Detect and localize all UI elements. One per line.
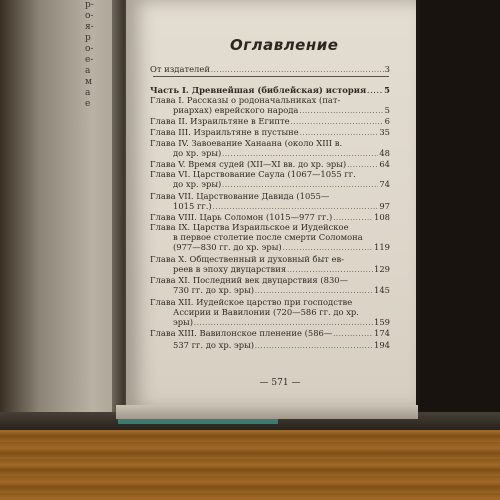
dot-leader (211, 64, 384, 76)
toc-entry (150, 169, 390, 191)
toc-entry-title: Глава XII. Иудейское царство при господстве (150, 296, 353, 307)
toc-entry (150, 95, 390, 117)
left-page-fragment-line: о- (85, 44, 94, 54)
toc-page-number: 35 (379, 127, 390, 137)
section-rule (153, 76, 389, 77)
toc-page-number: 64 (379, 158, 390, 169)
wooden-table (0, 425, 500, 500)
book-cover-edge (420, 0, 500, 425)
toc-entry-title: Глава V. Время судей (XII—XI вв. до хр. эры) (150, 158, 347, 169)
toc-page-number: 129 (374, 264, 390, 275)
page-bottom-edge (116, 405, 418, 419)
toc-entry-continuation: риархах) еврейского народа (173, 105, 299, 116)
toc-page-number: 159 (374, 316, 390, 327)
toc-page-number: 74 (379, 179, 390, 190)
toc-page-number: 108 (374, 211, 390, 222)
dot-leader (194, 317, 373, 329)
toc-page-number: 97 (379, 200, 390, 211)
left-page-fragment-line: а (85, 66, 91, 76)
toc-entry (150, 138, 390, 160)
toc-entry-continuation: в первое столетие после смерти Соломона (173, 232, 363, 243)
dot-leader (283, 242, 373, 254)
toc-entry-title: Глава XI. Последний век двуцарствия (830— (150, 275, 349, 286)
toc-entry-title: Глава X. Общественный и духовный быт ев- (150, 254, 345, 265)
toc-entry-title: Часть I. Древнейшая (библейская) история (150, 84, 367, 95)
toc-entry-title: Глава VI. Царствование Саула (1067—1055 гг. (150, 169, 356, 180)
toc-entry-title: Глава VIII. Царь Соломон (1015—977 гг.) (150, 211, 333, 222)
toc-heading: Оглавление (230, 36, 339, 54)
toc-entry-continuation: до хр. эры) (173, 147, 222, 158)
left-page-fragment-line: р (85, 33, 91, 43)
toc-page-number: 5 (384, 105, 390, 116)
dot-leader (255, 340, 373, 352)
toc-entry-continuation: 1015 гг.) (173, 200, 212, 211)
toc-entry-title: Глава III. Израильтяне в пустыне (150, 127, 299, 137)
toc-entry (150, 64, 390, 76)
dot-leader (333, 328, 373, 340)
toc-entry-continuation: эры) (173, 316, 193, 327)
toc-entry-title: Глава VII. Царствование Давида (1055— (150, 190, 330, 201)
toc-page-number: 5 (384, 84, 390, 95)
dot-leader (222, 148, 378, 160)
toc-page-number: 119 (374, 242, 390, 253)
toc-entry-title: От издателей (150, 64, 210, 74)
left-page-fragment-line: е (85, 99, 91, 109)
left-page-fragment-line: е- (85, 55, 94, 65)
dot-leader (222, 179, 378, 191)
toc-entry-continuation: 730 гг. до хр. эры) (173, 285, 255, 296)
toc-entry-title: Глава IV. Завоевание Ханаана (около XIII в. (150, 137, 343, 148)
toc-entry (150, 297, 390, 329)
toc-entry-title: Глава XIII. Вавилонское пленение (586— (150, 328, 333, 339)
page-number: — 571 — (259, 378, 301, 388)
toc-page-number: 3 (384, 64, 390, 74)
left-page-fragment-line: я- (85, 22, 94, 32)
left-page-fragment-line: о- (85, 11, 94, 21)
dot-leader (255, 285, 373, 297)
toc-page-number: 6 (384, 116, 390, 127)
toc-entry-title: Глава II. Израильтяне в Египте (150, 116, 290, 127)
toc-entry-continuation: реев в эпоху двуцарствия (173, 264, 287, 275)
dot-leader (213, 201, 379, 213)
toc-page-number: 145 (374, 285, 390, 296)
dot-leader (287, 264, 373, 276)
left-page-fragment-line: а (85, 88, 91, 98)
toc-entry (150, 254, 390, 276)
toc-entry-continuation: Ассирии и Вавилонии (720—586 гг. до хр. (173, 306, 359, 317)
dot-leader (299, 105, 383, 117)
left-page-fragment-line: р- (85, 0, 94, 10)
toc-entry (150, 328, 390, 352)
left-page-fragment-line: м (85, 77, 93, 87)
toc-page-number: 48 (379, 147, 390, 158)
toc-entry-continuation: до хр. эры) (173, 179, 222, 190)
toc-entry (150, 191, 390, 213)
toc-entry-title: Глава IX. Царства Израильское и Иудейское (150, 222, 349, 233)
toc-page-number: 174 (374, 328, 390, 339)
toc-entry-continuation: (977—830 гг. до хр. эры) (173, 242, 282, 253)
toc-entry (150, 275, 390, 297)
toc-page-number: 194 (374, 340, 390, 351)
toc-entry (150, 222, 390, 254)
toc-entry-title: Глава I. Рассказы о родоначальниках (пат- (150, 95, 341, 106)
toc-entry-continuation: 537 гг. до хр. эры) (173, 340, 255, 351)
